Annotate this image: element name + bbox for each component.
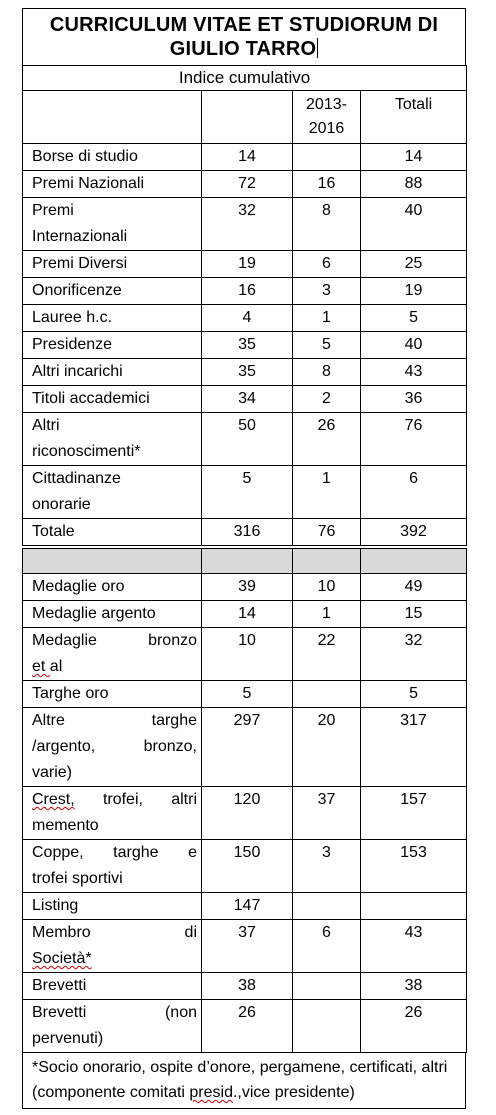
value-total: 25 — [361, 251, 467, 278]
value-period: 16 — [293, 171, 361, 198]
table-row — [23, 681, 467, 708]
row-label — [23, 628, 202, 681]
value-total: 5 — [361, 681, 467, 708]
table-row — [23, 628, 467, 681]
period-header: 2013- 2016 — [306, 96, 347, 137]
label-word: Brevetti — [32, 1004, 87, 1021]
value-base: 316 — [202, 519, 293, 546]
label-line — [32, 920, 197, 946]
value-period — [293, 973, 361, 1000]
row-label: Borse di studio — [23, 144, 202, 171]
value-total: 43 — [361, 359, 467, 386]
label-line — [32, 734, 197, 760]
value-period: 1 — [293, 305, 361, 332]
table-row — [23, 519, 467, 546]
table-row — [23, 708, 467, 787]
value-base: 35 — [202, 332, 293, 359]
table-row — [23, 1000, 467, 1053]
table-row — [23, 920, 467, 973]
value-base: 147 — [202, 893, 293, 920]
row-label: Titoli accademici — [23, 386, 202, 413]
label-line — [32, 1000, 197, 1026]
row-label: Premi Nazionali — [23, 171, 202, 198]
value-base: 297 — [202, 708, 293, 787]
label-line — [32, 628, 197, 654]
table-row — [23, 840, 467, 893]
row-label — [23, 1000, 202, 1053]
value-period: 3 — [293, 278, 361, 305]
row-label — [23, 198, 202, 251]
value-total: 153 — [361, 840, 467, 893]
table-row — [23, 171, 467, 198]
value-base: 39 — [202, 574, 293, 601]
value-total: 40 — [361, 198, 467, 251]
value-period: 2 — [293, 386, 361, 413]
value-base: 10 — [202, 628, 293, 681]
value-total: 76 — [361, 413, 467, 466]
shaded-cell — [293, 549, 361, 574]
row-label: Premi Diversi — [23, 251, 202, 278]
totals-header: Totali — [394, 96, 433, 113]
header-cell-label — [23, 91, 202, 144]
label-line — [32, 840, 197, 866]
label-word: al — [49, 658, 63, 675]
label-line: trofei sportivi — [32, 870, 123, 887]
value-period: 6 — [293, 920, 361, 973]
value-base: 120 — [202, 787, 293, 840]
subtitle-row — [23, 66, 467, 91]
value-total: 157 — [361, 787, 467, 840]
table-row — [23, 278, 467, 305]
row-label: Medaglie oro — [23, 574, 202, 601]
value-base: 32 — [202, 198, 293, 251]
value-base: 72 — [202, 171, 293, 198]
row-label — [23, 466, 202, 519]
value-base: 14 — [202, 601, 293, 628]
row-label: Altri incarichi — [23, 359, 202, 386]
value-period: 8 — [293, 198, 361, 251]
shaded-cell — [202, 549, 293, 574]
value-period — [293, 893, 361, 920]
value-period: 6 — [293, 251, 361, 278]
label-line: Cittadinanze — [32, 470, 121, 487]
label-word: et — [32, 658, 50, 675]
value-base: 14 — [202, 144, 293, 171]
table-row — [23, 787, 467, 840]
row-label: Totale — [23, 519, 202, 546]
shaded-separator-row — [23, 549, 467, 574]
value-total: 5 — [361, 305, 467, 332]
label-line: pervenuti) — [32, 1030, 104, 1047]
row-label — [23, 787, 202, 840]
table-row — [23, 386, 467, 413]
label-word: Membro — [32, 924, 91, 941]
table-row — [23, 574, 467, 601]
shaded-cell — [361, 549, 467, 574]
document-title — [22, 8, 466, 65]
label-word: bronzo — [148, 632, 197, 649]
row-label — [23, 413, 202, 466]
document — [22, 8, 466, 1109]
label-word: Coppe, — [32, 844, 84, 861]
value-period: 1 — [293, 466, 361, 519]
row-label — [23, 708, 202, 787]
shaded-cell — [23, 549, 202, 574]
value-period — [293, 1000, 361, 1053]
label-word: bronzo, — [143, 738, 197, 755]
header-cell-base — [202, 91, 293, 144]
label-line — [32, 654, 197, 680]
value-base: 50 — [202, 413, 293, 466]
table-row — [23, 359, 467, 386]
value-base: 34 — [202, 386, 293, 413]
value-total: 88 — [361, 171, 467, 198]
label-line — [32, 946, 197, 972]
label-word: targhe — [113, 844, 159, 861]
value-period: 1 — [293, 601, 361, 628]
value-base: 16 — [202, 278, 293, 305]
value-total: 19 — [361, 278, 467, 305]
value-total: 392 — [361, 519, 467, 546]
value-base: 19 — [202, 251, 293, 278]
label-word: Crest, — [32, 791, 75, 808]
label-line: Internazionali — [32, 228, 128, 245]
row-label: Onorificenze — [23, 278, 202, 305]
header-row — [23, 91, 467, 144]
table-row — [23, 893, 467, 920]
index-table — [22, 65, 467, 1053]
value-period: 5 — [293, 332, 361, 359]
label-line: onorarie — [32, 496, 91, 513]
value-base: 5 — [202, 466, 293, 519]
table-row — [23, 251, 467, 278]
value-base: 35 — [202, 359, 293, 386]
value-base: 37 — [202, 920, 293, 973]
table-row — [23, 466, 467, 519]
title-text: CURRICULUM VITAE ET STUDIORUM DI GIULIO TARRO — [49, 14, 439, 60]
footnote: *Socio onorario, ospite d’onore, pergamene, certificati, altri (componente comitati presid.,vice presidente) — [22, 1053, 466, 1109]
label-line: memento — [32, 817, 99, 834]
value-total: 36 — [361, 386, 467, 413]
label-word: di — [184, 924, 197, 941]
value-period: 3 — [293, 840, 361, 893]
row-label: Medaglie argento — [23, 601, 202, 628]
value-total: 317 — [361, 708, 467, 787]
row-label: Lauree h.c. — [23, 305, 202, 332]
label-line — [32, 708, 197, 734]
value-period: 76 — [293, 519, 361, 546]
footnote-word: presid — [189, 1084, 233, 1101]
row-label — [23, 920, 202, 973]
row-label — [23, 840, 202, 893]
value-total — [361, 893, 467, 920]
label-line: varie) — [32, 764, 73, 781]
label-word: Società* — [32, 950, 92, 967]
value-period: 22 — [293, 628, 361, 681]
label-word: altri — [171, 791, 197, 808]
value-total: 26 — [361, 1000, 467, 1053]
label-line: Premi — [32, 202, 74, 219]
table-row — [23, 144, 467, 171]
label-word: Altre — [32, 712, 65, 729]
table-row — [23, 305, 467, 332]
value-total: 15 — [361, 601, 467, 628]
row-label: Presidenze — [23, 332, 202, 359]
table-row — [23, 413, 467, 466]
value-total: 49 — [361, 574, 467, 601]
label-line: Altri — [32, 417, 60, 434]
value-base: 38 — [202, 973, 293, 1000]
table-row — [23, 198, 467, 251]
label-line: riconoscimenti* — [32, 443, 141, 460]
label-word: trofei, — [102, 791, 143, 808]
value-total: 38 — [361, 973, 467, 1000]
label-word: Medaglie — [32, 632, 97, 649]
value-total: 14 — [361, 144, 467, 171]
value-period: 10 — [293, 574, 361, 601]
value-base: 150 — [202, 840, 293, 893]
value-total: 40 — [361, 332, 467, 359]
row-label: Listing — [23, 893, 202, 920]
row-label: Brevetti — [23, 973, 202, 1000]
row-label: Targhe oro — [23, 681, 202, 708]
table-row — [23, 332, 467, 359]
label-word: e — [188, 844, 197, 861]
top-section — [23, 144, 467, 546]
value-base: 4 — [202, 305, 293, 332]
header-cell-totals — [361, 91, 467, 144]
value-period: 8 — [293, 359, 361, 386]
label-word: (non — [164, 1004, 197, 1021]
value-base: 26 — [202, 1000, 293, 1053]
label-word: /argento, — [32, 738, 96, 755]
label-line — [32, 787, 197, 813]
value-total: 32 — [361, 628, 467, 681]
value-period: 26 — [293, 413, 361, 466]
value-period — [293, 681, 361, 708]
value-base: 5 — [202, 681, 293, 708]
subtitle: Indice cumulativo — [23, 66, 467, 91]
text-cursor — [317, 38, 318, 58]
bottom-section — [23, 574, 467, 1053]
value-total: 43 — [361, 920, 467, 973]
value-period: 20 — [293, 708, 361, 787]
value-total: 6 — [361, 466, 467, 519]
table-row — [23, 601, 467, 628]
value-period: 37 — [293, 787, 361, 840]
table-row — [23, 973, 467, 1000]
header-cell-period — [293, 91, 361, 144]
label-word: targhe — [151, 712, 197, 729]
value-period — [293, 144, 361, 171]
